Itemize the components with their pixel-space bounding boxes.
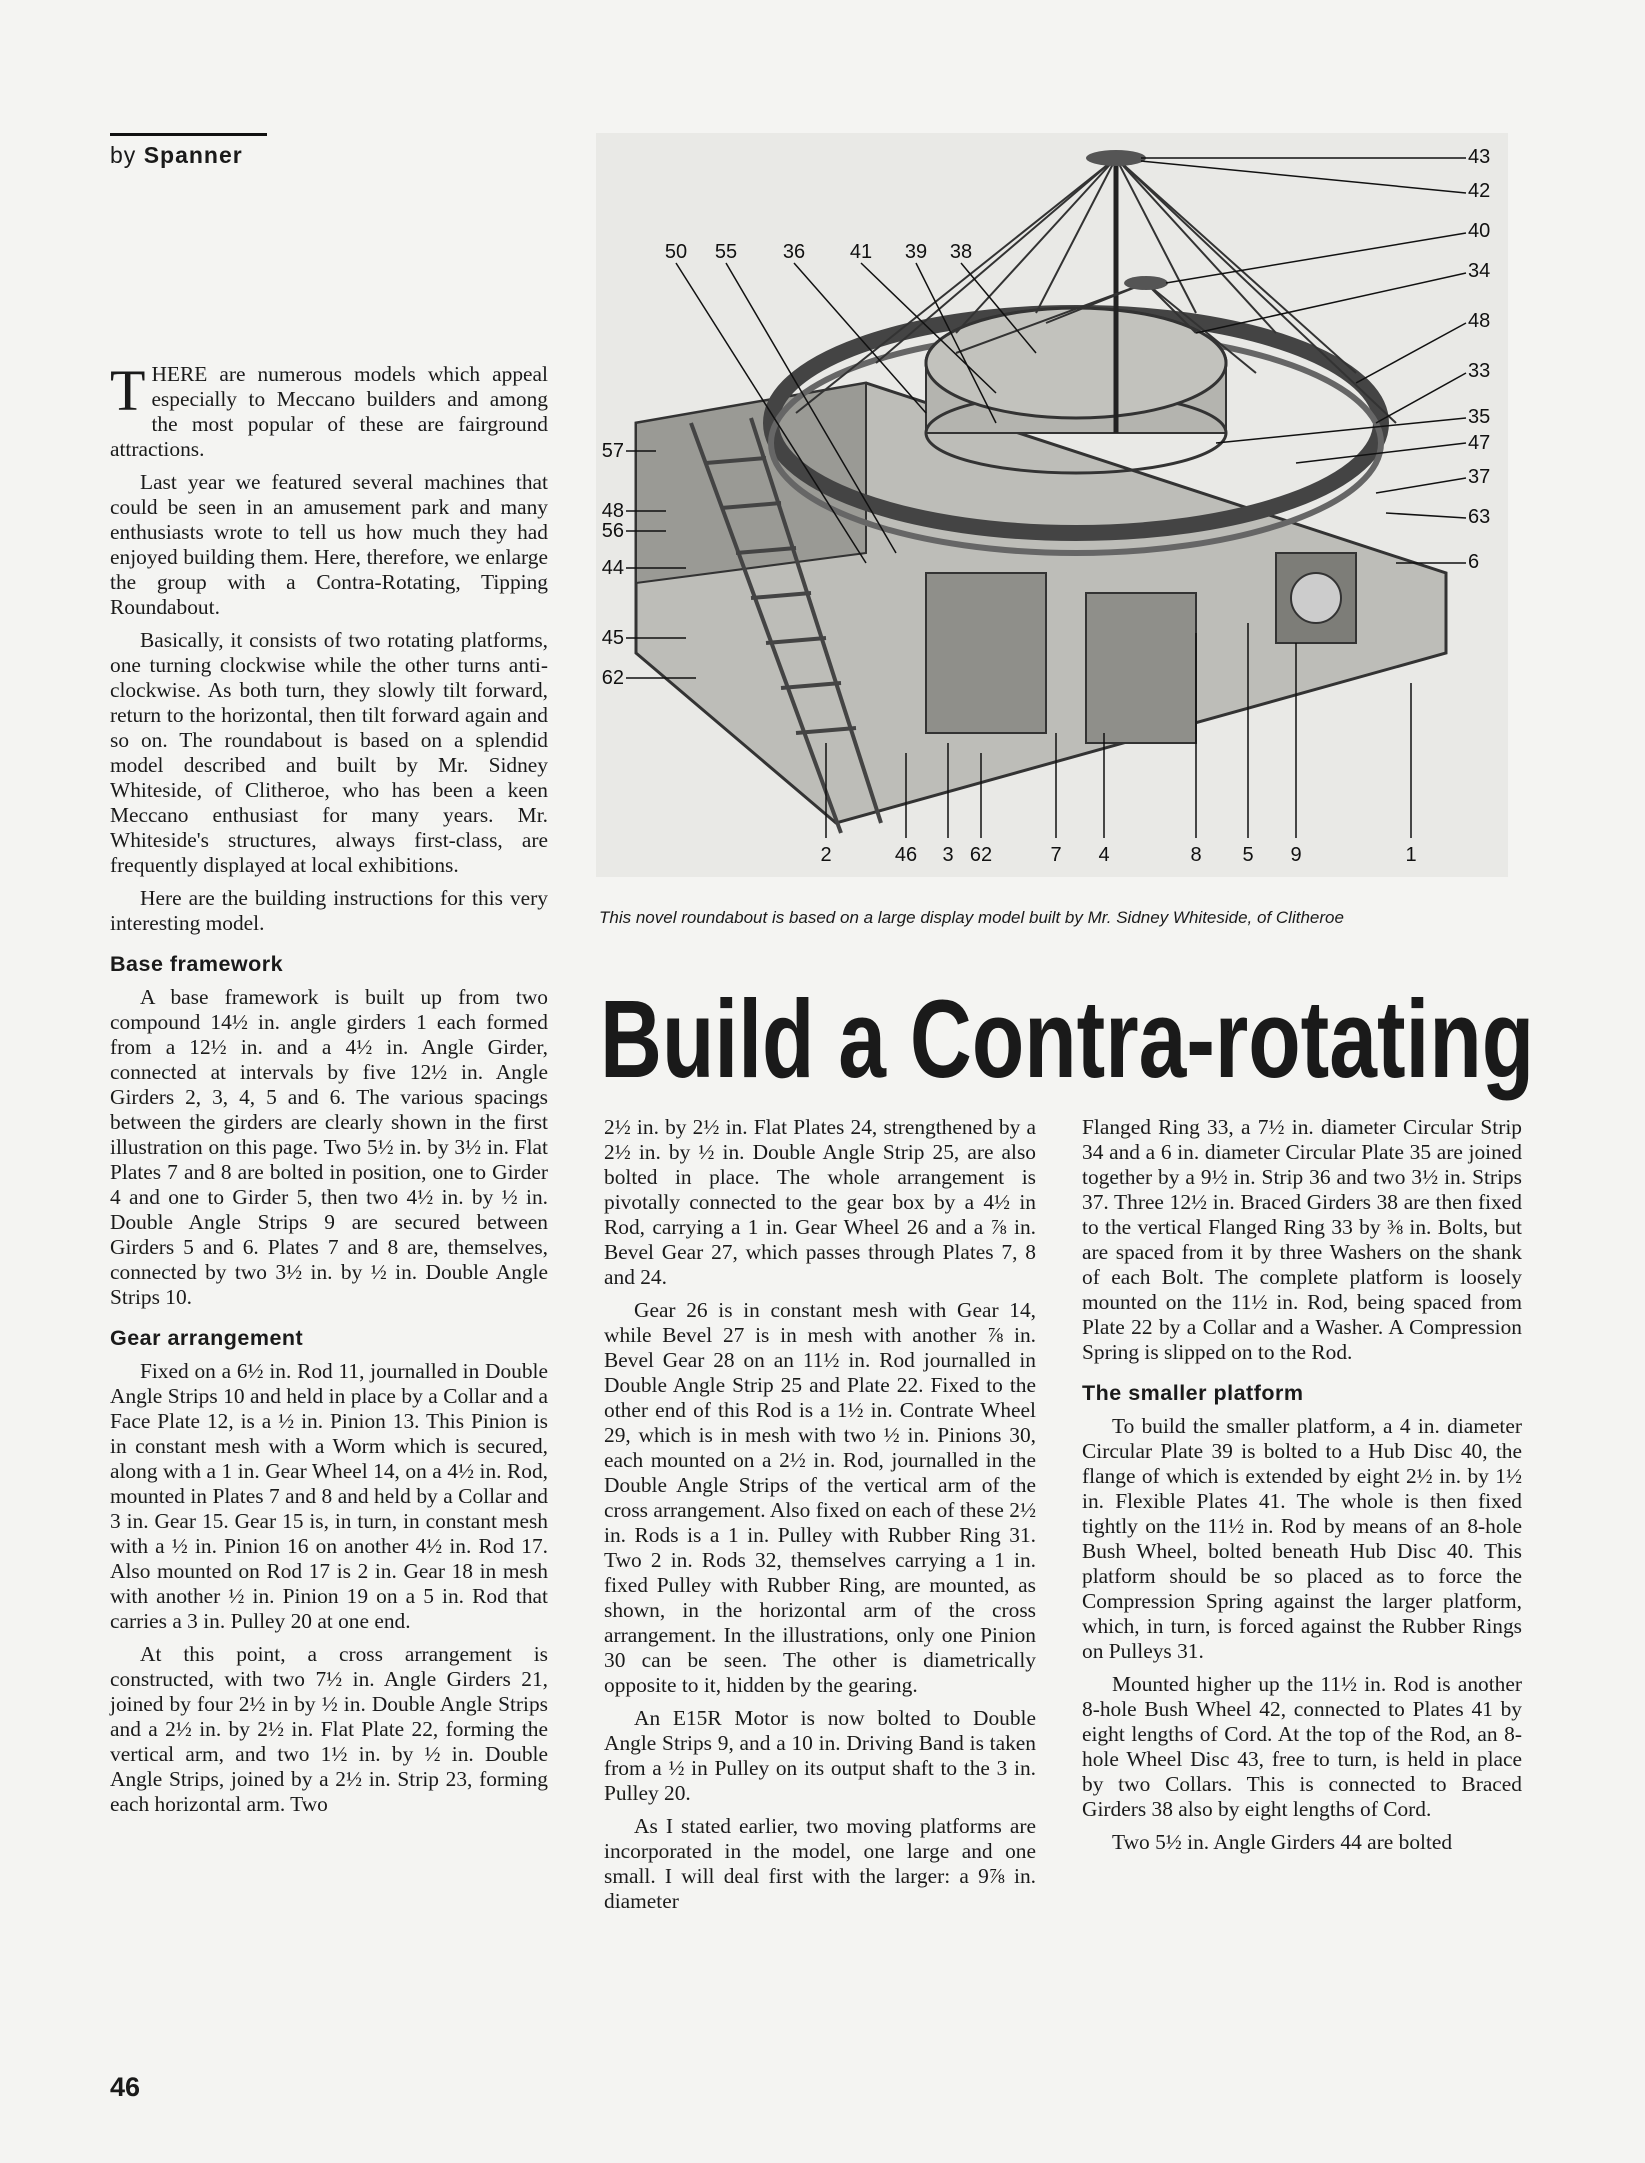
label-57: 57 xyxy=(601,440,624,462)
label-4: 4 xyxy=(1098,844,1110,866)
page-number: 46 xyxy=(110,2072,141,2102)
middle-paragraph-1: 2½ in. by 2½ in. Flat Plates 24, strengthened by a 2½ in. by ½ in. Double Angle Strip 25, are also bolted in place. The whole arrangement is pivotally connected to the gear box by a 4½ in Rod, carrying a 1 in. Gear Wheel 26 and a ⅞ in. Bevel Gear 27, which passes through Plates 7, 8 and 24. xyxy=(604,1115,1036,1289)
right-paragraph-3: Mounted higher up the 11½ in. Rod is another 8-hole Bush Wheel 42, connected to Plates 41 by eight lengths of Cord. At the top of the Rod, an 8-hole Wheel Disc 43, free to turn, is held in place by two Collars. This is connected to Braced Girders 38 also by eight lengths of Cord. xyxy=(1082,1672,1522,1821)
label-2: 2 xyxy=(820,844,832,866)
label-55: 55 xyxy=(714,241,738,263)
label-3: 3 xyxy=(942,844,954,866)
byline-author: Spanner xyxy=(143,142,243,168)
label-40: 40 xyxy=(1468,220,1491,242)
label-48r: 48 xyxy=(1468,310,1491,332)
label-7: 7 xyxy=(1050,844,1062,866)
heading-gear-arrangement: Gear arrangement xyxy=(110,1326,304,1350)
label-36: 36 xyxy=(782,241,806,263)
label-62l: 62 xyxy=(601,667,624,689)
base-paragraph-1: A base framework is built up from two compound 14½ in. angle girders 1 each formed from a 12½ in. and a 4½ in. Angle Girder, connected at intervals by five 12½ in. Angle Girders 2, 3, 4, 5 and 6. The various spacings between the girders are clearly shown in the first illustration on this page. Two 5½ in. by 3½ in. Flat Plates 7 and 8 are bolted in position, one to Girder 4 and one to Girder 5, then two 4½ in. by ½ in. Double Angle Strips 9 are secured between Girders 5 and 6. Plates 7 and 8 are, themselves, connected by two 3½ in. by ½ in. Double Angle Strips 10. xyxy=(110,985,548,1309)
gear-paragraph-1: Fixed on a 6½ in. Rod 11, journalled in Double Angle Strips 10 and held in place by a Collar and a Face Plate 12, is a ½ in. Pinion 13. This Pinion is in constant mesh with a Worm which is secured, along with a 1 in. Gear Wheel 14, on a 4½ in. Rod, mounted in Plates 7 and 8 and held by a Collar and 3 in. Gear 15. Gear 15 is, in turn, in constant mesh with a ½ in. Pinion 16 on another 4½ in. Rod 17. Also mounted on Rod 17 is 2 in. Gear 18 in mesh with another ½ in. Pinion 19 on a 5 in. Rod that carries a 3 in. Pulley 20 at one end. xyxy=(110,1359,548,1633)
headline: Build a Contra-rotating xyxy=(600,978,1535,1101)
label-5: 5 xyxy=(1242,844,1254,866)
label-9: 9 xyxy=(1290,844,1302,866)
label-8: 8 xyxy=(1190,844,1202,866)
intro-paragraph-3: Basically, it consists of two rotating platforms, one turning clockwise while the other turns anti-clockwise. As both turn, they slowly tilt forward, return to the horizontal, then tilt forward again and so on. The roundabout is based on a splendid model described and built by Mr. Sidney Whiteside, of Clitheroe, who has been a keen Meccano enthusiast for many years. Mr. Whiteside's structures, always first-class, are frequently displayed at local exhibitions. xyxy=(110,628,548,877)
label-38: 38 xyxy=(949,241,973,263)
heading-smaller-platform: The smaller platform xyxy=(1082,1381,1304,1405)
column-middle xyxy=(604,1115,1036,1922)
label-48l: 48 xyxy=(601,500,624,522)
intro-paragraph-4: Here are the building instructions for this very interesting model. xyxy=(110,886,548,935)
column-right xyxy=(1082,1115,1522,1863)
middle-paragraph-4: As I stated earlier, two moving platforms are incorporated in the model, one large and one small. I will deal first with the larger: a 9⅞ in. diameter xyxy=(604,1814,1036,1913)
drop-cap: T xyxy=(110,358,146,423)
middle-paragraph-2: Gear 26 is in constant mesh with Gear 14, while Bevel 27 is in mesh with another ⅞ in. Bevel Gear 28 on an 11½ in. Rod journalled in Double Angle Strip 25 and Plate 22. Fixed to the other end of this Rod is a 1½ in. Contrate Wheel 29, which is in mesh with two ½ in. Pinions 30, each mounted on a 2½ in. Rod, journalled in the Double Angle Strips of the vertical arm of the cross arrangement. Also fixed on each of these 2½ in. Rods is a 1 in. Pulley with Rubber Ring 31. Two 2 in. Rods 32, themselves carrying a 1 in. fixed Pulley with Rubber Ring, are mounted, as shown, in the horizontal arm of the cross arrangement. In the illustrations, only one Pinion 30 can be seen. The other is diametrically opposite to it, hidden by the gearing. xyxy=(604,1298,1036,1697)
model-photograph xyxy=(596,133,1508,877)
right-paragraph-2: To build the smaller platform, a 4 in. diameter Circular Plate 39 is bolted to a Hub Disc 40, the flange of which is extended by eight 2½ in. by 1½ in. Flexible Plates 41. The whole is then fixed tightly on the 11½ in. Rod by means of an 8-hole Bush Wheel, bolted beneath Hub Disc 40. This platform should be so placed as to force the Compression Spring against the larger platform, which, in turn, is forced against the Rubber Rings on Pulleys 31. xyxy=(1082,1414,1522,1663)
label-63: 63 xyxy=(1468,506,1491,528)
right-paragraph-4: Two 5½ in. Angle Girders 44 are bolted xyxy=(1112,1830,1453,1854)
gear-paragraph-2: At this point, a cross arrangement is constructed, with two 7½ in. Angle Girders 21, joined by four 2½ in by ½ in. Double Angle Strips and a 2½ in. by 2½ in. Flat Plate 22, forming the vertical arm, and two 1½ in. by ½ in. Double Angle Strips, joined by a 2½ in. Strip 23, forming each horizontal arm. Two xyxy=(110,1642,548,1816)
label-43: 43 xyxy=(1468,146,1491,168)
intro-text-1: HERE are numerous models which appeal especially to Meccano builders and among the most popular of these are fairground attractions. xyxy=(110,362,548,461)
label-56: 56 xyxy=(601,520,624,542)
label-50: 50 xyxy=(664,241,688,263)
byline xyxy=(110,133,267,169)
column-left xyxy=(110,358,548,1825)
label-6: 6 xyxy=(1468,551,1480,573)
middle-paragraph-3: An E15R Motor is now bolted to Double Angle Strips 9, and a 10 in. Driving Band is taken from a ½ in Pulley on its output shaft to the 3 in. Pulley 20. xyxy=(604,1706,1036,1805)
label-42: 42 xyxy=(1468,180,1491,202)
label-44: 44 xyxy=(601,557,624,579)
label-1: 1 xyxy=(1405,844,1417,866)
label-46: 46 xyxy=(894,844,918,866)
label-33: 33 xyxy=(1468,360,1491,382)
byline-prefix: by xyxy=(110,142,137,168)
label-41: 41 xyxy=(849,241,873,263)
heading-base-framework: Base framework xyxy=(110,952,284,976)
intro-paragraph-1 xyxy=(110,358,548,462)
label-45: 45 xyxy=(601,627,624,649)
intro-paragraph-2: Last year we featured several machines that could be seen in an amusement park and many enthusiasts wrote to tell us how much they had enjoyed building them. Here, therefore, we enlarge the group with a Contra-Rotating, Tipping Roundabout. xyxy=(110,470,548,619)
right-paragraph-1: Flanged Ring 33, a 7½ in. diameter Circular Strip 34 and a 6 in. diameter Circular Plate 35 are joined together by a 9½ in. Strip 36 and two 3½ in. Strips 37. Three 12½ in. Braced Girders 38 are then fixed to the vertical Flanged Ring 33 by ⅜ in. Bolts, but are spaced from it by three Washers on the shank of each Bolt. The complete platform is loosely mounted on the 11½ in. Rod, being spaced from Plate 22 by a Collar and a Washer. A Compression Spring is slipped on to the Rod. xyxy=(1082,1115,1522,1364)
label-47: 47 xyxy=(1468,432,1491,454)
label-62b: 62 xyxy=(969,844,993,866)
label-35: 35 xyxy=(1468,406,1491,428)
label-34: 34 xyxy=(1468,260,1491,282)
label-37: 37 xyxy=(1468,466,1491,488)
photo-caption: This novel roundabout is based on a large display model built by Mr. Sidney Whiteside, of Clitheroe xyxy=(599,908,1344,927)
label-39: 39 xyxy=(904,241,928,263)
